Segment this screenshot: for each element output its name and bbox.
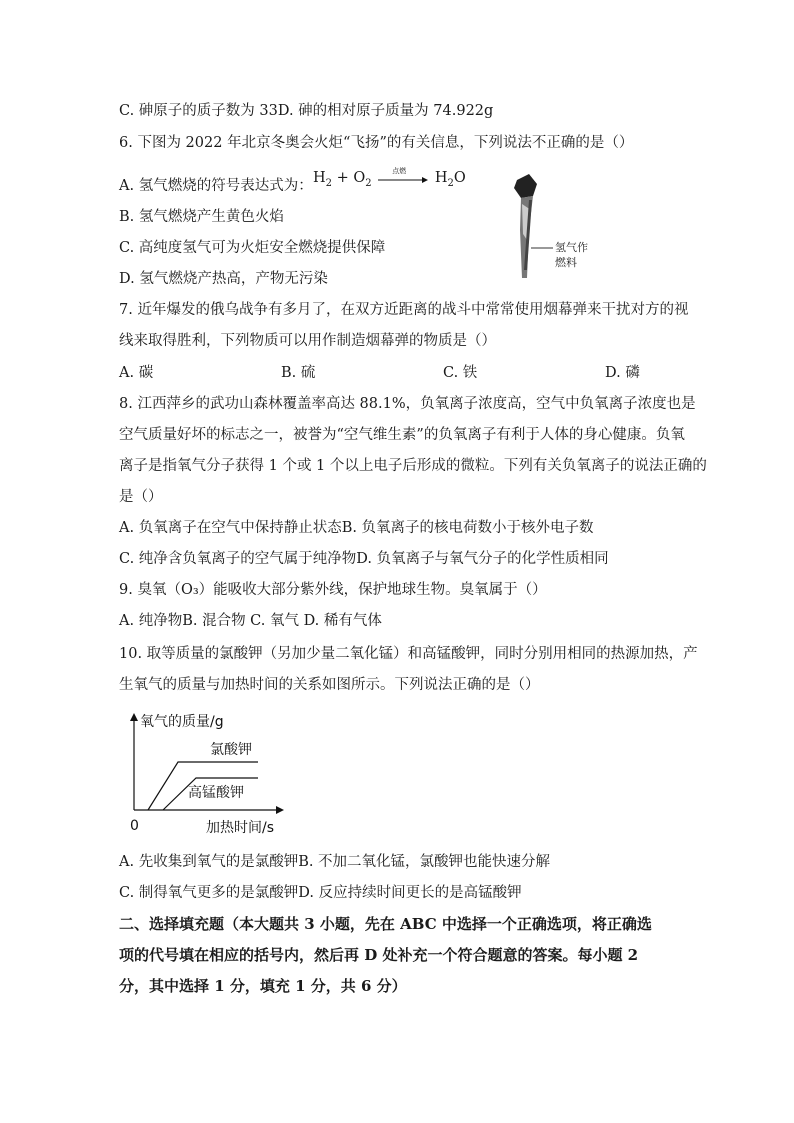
section-2-heading-line-2: 项的代号填在相应的括号内，然后再 D 处补充一个符合题意的答案。每小题 2 (119, 946, 639, 964)
question-10-line-2: 生氧气的质量与加热时间的关系如图所示。下列说法正确的是（） (119, 677, 540, 693)
y-axis-label: 氧气的质量/g (140, 714, 224, 730)
q7-option-d: D. 磷 (605, 365, 640, 381)
reaction-condition: 点燃 (392, 167, 407, 175)
series-label-kmno4: 高锰酸钾 (188, 785, 244, 801)
q7-option-a: A. 碳 (119, 365, 154, 381)
section-2-heading-line-3: 分，其中选择 1 分，填充 1 分，共 6 分） (119, 977, 407, 995)
q6-option-a: A. 氢气燃烧的符号表达式为： (119, 178, 313, 194)
q6-option-d: D. 氢气燃烧产热高，产物无污染 (119, 271, 328, 287)
question-8-line-4: 是（） (119, 489, 163, 505)
q6-option-c: C. 高纯度氢气可为火炬安全燃烧提供保障 (119, 240, 386, 256)
torch-label-2: 燃料 (555, 256, 577, 269)
question-7-line-2: 线来取得胜利，下列物质可以用作制造烟幕弹的物质是（） (119, 333, 496, 349)
question-10-line-1: 10. 取等质量的氯酸钾（另加少量二氧化锰）和高锰酸钾，同时分别用相同的热源加热，产 (119, 646, 698, 662)
q5-option-cd: C. 砷原子的质子数为 33D. 砷的相对原子质量为 74.922g (119, 103, 494, 119)
question-6: 6. 下图为 2022 年北京冬奥会火炬“飞扬”的有关信息，下列说法不正确的是（） (119, 135, 634, 151)
section-2-heading-line-1: 二、选择填充题（本大题共 3 小题，先在 ABC 中选择一个正确选项，将正确选 (119, 915, 652, 933)
hydrogen-combustion-equation: $H_2 + O_2$ 点燃 $H_2O$ (313, 167, 466, 189)
question-8-line-2: 空气质量好坏的标志之一，被誉为“空气维生素”的负氧离子有利于人体的身心健康。负氧 (119, 427, 685, 443)
q10-option-cd: C. 制得氧气更多的是氯酸钾D. 反应持续时间更长的是高锰酸钾 (119, 885, 522, 901)
origin-label: 0 (130, 818, 139, 834)
q7-option-b: B. 硫 (281, 365, 316, 381)
q8-option-cd: C. 纯净含负氧离子的空气属于纯净物D. 负氧离子与氧气分子的化学性质相同 (119, 551, 609, 567)
series-label-kclo3: 氯酸钾 (210, 742, 252, 758)
x-axis-arrow (276, 806, 284, 814)
reaction-arrow (376, 173, 430, 187)
q10-option-ab: A. 先收集到氧气的是氯酸钾B. 不加二氧化锰，氯酸钾也能快速分解 (119, 854, 551, 870)
q7-options (119, 363, 643, 383)
q6-option-b: B. 氢气燃烧产生黄色火焰 (119, 209, 284, 225)
question-7-line-1: 7. 近年爆发的俄乌战争有多月了，在双方近距离的战斗中常常使用烟幕弹来干扰对方的视 (119, 302, 689, 318)
oxygen-mass-graph (118, 710, 288, 840)
x-axis-label: 加热时间/s (206, 820, 275, 836)
question-8-line-1: 8. 江西萍乡的武功山森林覆盖率高达 88.1%，负氧离子浓度高，空气中负氧离子浓度也是 (119, 396, 696, 412)
q7-option-c: C. 铁 (443, 365, 478, 381)
question-8-line-3: 离子是指氧气分子获得 1 个或 1 个以上电子后形成的微粒。下列有关负氧离子的说法正确的 (119, 458, 707, 474)
torch-label-1: 氢气作 (555, 241, 588, 254)
q8-option-ab: A. 负氧离子在空气中保持静止状态B. 负氧离子的核电荷数小于核外电子数 (119, 520, 594, 536)
y-axis-arrow (130, 713, 138, 721)
question-9: 9. 臭氧（O₃）能吸收大部分紫外线，保护地球生物。臭氧属于（） (119, 582, 547, 598)
q9-options: A. 纯净物B. 混合物 C. 氧气 D. 稀有气体 (119, 613, 382, 629)
olympic-torch-figure (505, 170, 595, 285)
